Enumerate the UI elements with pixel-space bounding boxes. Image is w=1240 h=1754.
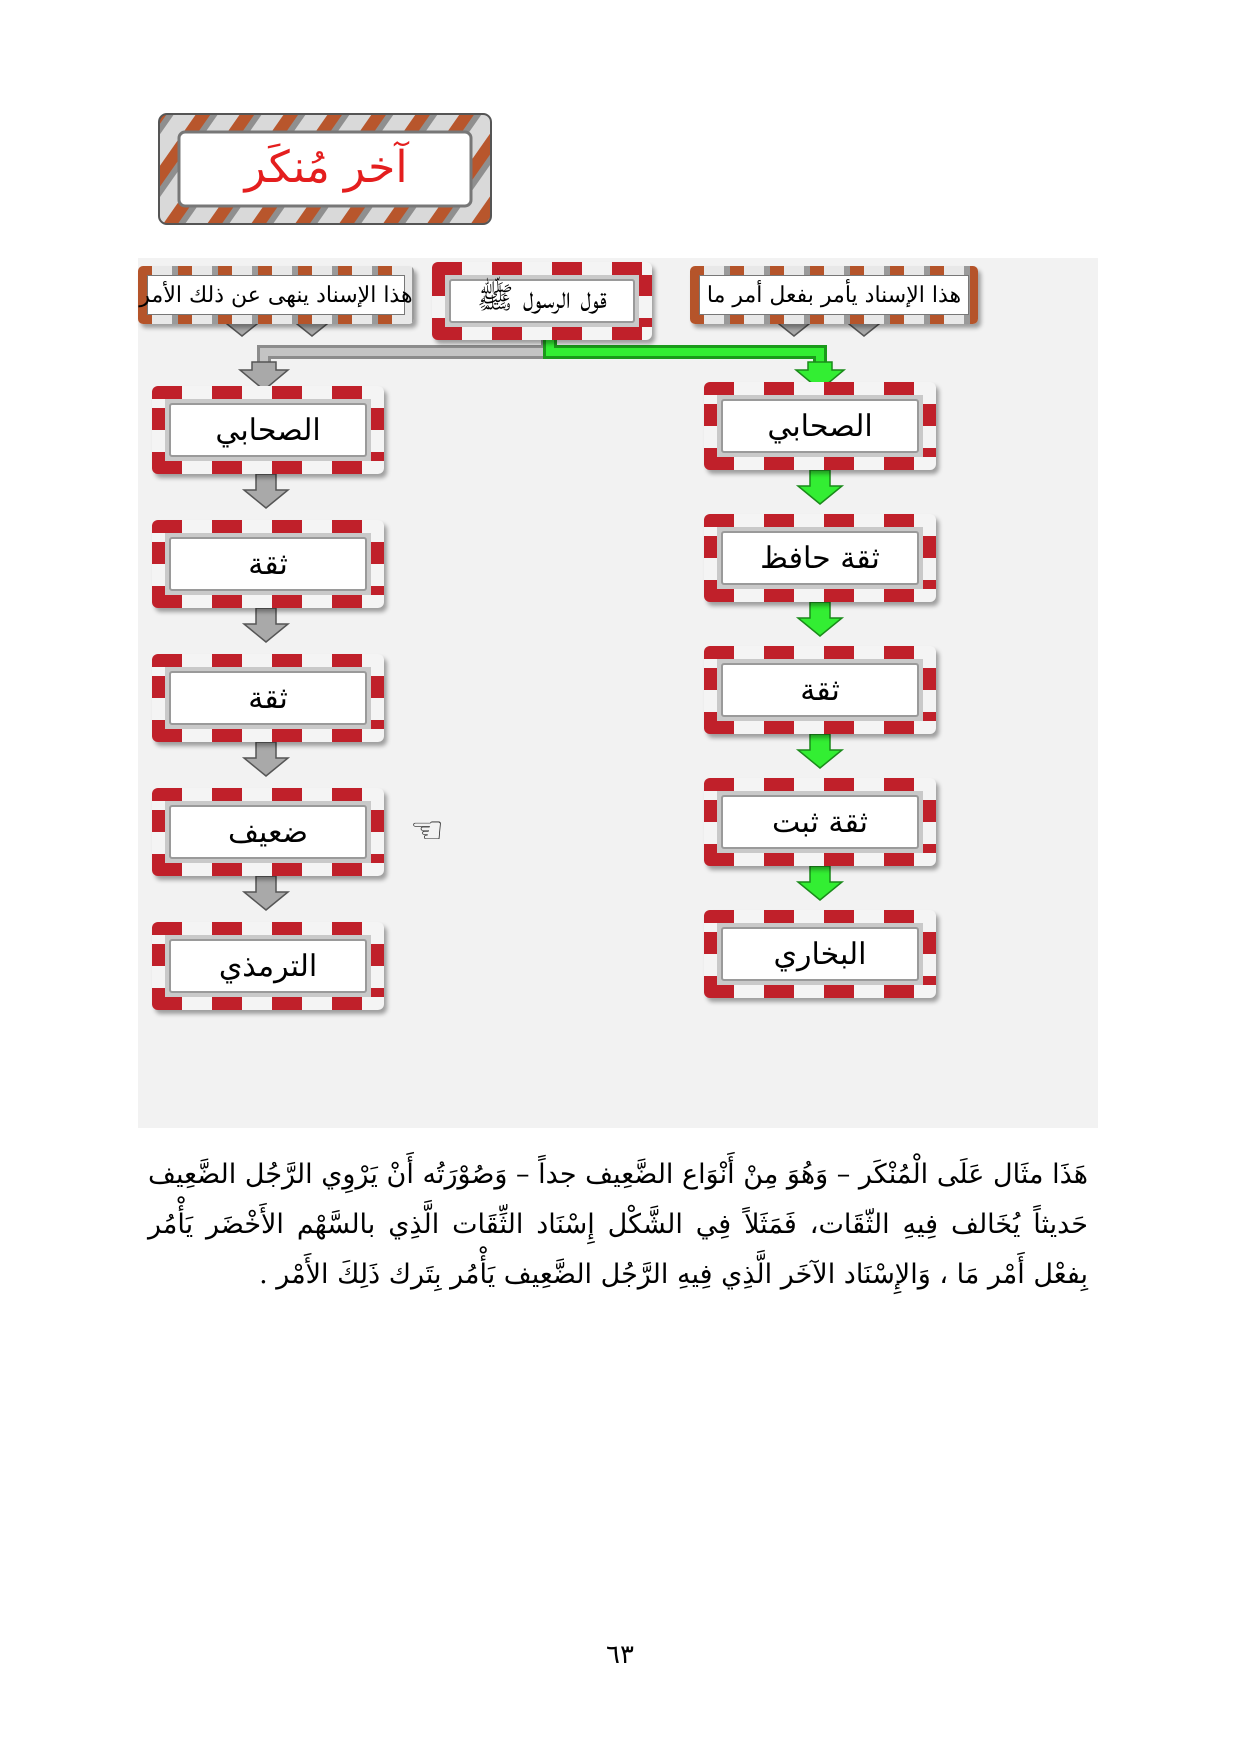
left-chain-box-3 — [152, 654, 384, 742]
right-chain-text-5: البخاري — [721, 927, 919, 981]
left-chain-box-4 — [152, 788, 384, 876]
isnad-diagram — [138, 258, 1098, 1128]
left-chain-box-1 — [152, 386, 384, 474]
right-chain-box-5 — [704, 910, 936, 998]
right-chain-arrow-2 — [798, 602, 842, 636]
left-chain-text-2: ثقة — [169, 537, 367, 591]
label-left — [138, 266, 414, 324]
left-chain-arrow-4 — [244, 876, 288, 910]
right-chain-box-2 — [704, 514, 936, 602]
title-plaque — [155, 110, 497, 230]
left-chain-text-3: ثقة — [169, 671, 367, 725]
pointing-hand-icon: ☜ — [410, 808, 445, 852]
page-title: آخر مُنكَر — [244, 142, 408, 193]
left-chain-text-5: الترمذي — [169, 939, 367, 993]
label-left-text: هذا الإسناد ينهى عن ذلك الأمر — [147, 275, 405, 315]
right-chain-box-1 — [704, 382, 936, 470]
explanation-paragraph: هَذَا مثَال عَلَى الْمُنْكَر – وَهُوَ مِنْ أَنْوَاع الضَّعِيف جداً – وَصُوْرَتُه أَنْ يَرْوِي الرَّجُل الضَّعِيف حَديثاً يُخَالف فِيهِ الثّقَات، فَمَثَلاً فِي الشَّكْل إِسْنَاد الثِّقَات الَّذِي بالسَّهْم الأَخْضَر يَأْمُر بِفعْل أَمْر مَا ، وَالإِسْنَاد الآخَر الَّذِي فِيهِ الرَّجُل الضَّعِيف يَأْمُر بِتَرك ذَلِكَ الأَمْر . — [148, 1159, 1088, 1290]
right-chain-arrow-1 — [798, 470, 842, 504]
right-chain-text-3: ثقة — [721, 663, 919, 717]
right-chain-text-1: الصحابي — [721, 399, 919, 453]
label-right — [690, 266, 978, 324]
left-chain-arrow-3 — [244, 742, 288, 776]
right-chain-arrow-3 — [798, 734, 842, 768]
left-chain-arrow-1 — [244, 474, 288, 508]
right-chain-box-4 — [704, 778, 936, 866]
label-right-text: هذا الإسناد يأمر بفعل أمر ما — [699, 275, 969, 315]
left-chain-text-1: الصحابي — [169, 403, 367, 457]
page-number: ٦٣ — [606, 1640, 634, 1670]
left-chain-text-4: ضعيف — [169, 805, 367, 859]
right-chain-text-2: ثقة حافظ — [721, 531, 919, 585]
right-chain-arrow-4 — [798, 866, 842, 900]
source-text: قول الرسول ﷺ — [449, 279, 635, 323]
left-chain-box-2 — [152, 520, 384, 608]
left-chain-box-5 — [152, 922, 384, 1010]
right-chain-text-4: ثقة ثبت — [721, 795, 919, 849]
left-chain-arrow-2 — [244, 608, 288, 642]
source-box — [432, 262, 652, 340]
right-chain-box-3 — [704, 646, 936, 734]
